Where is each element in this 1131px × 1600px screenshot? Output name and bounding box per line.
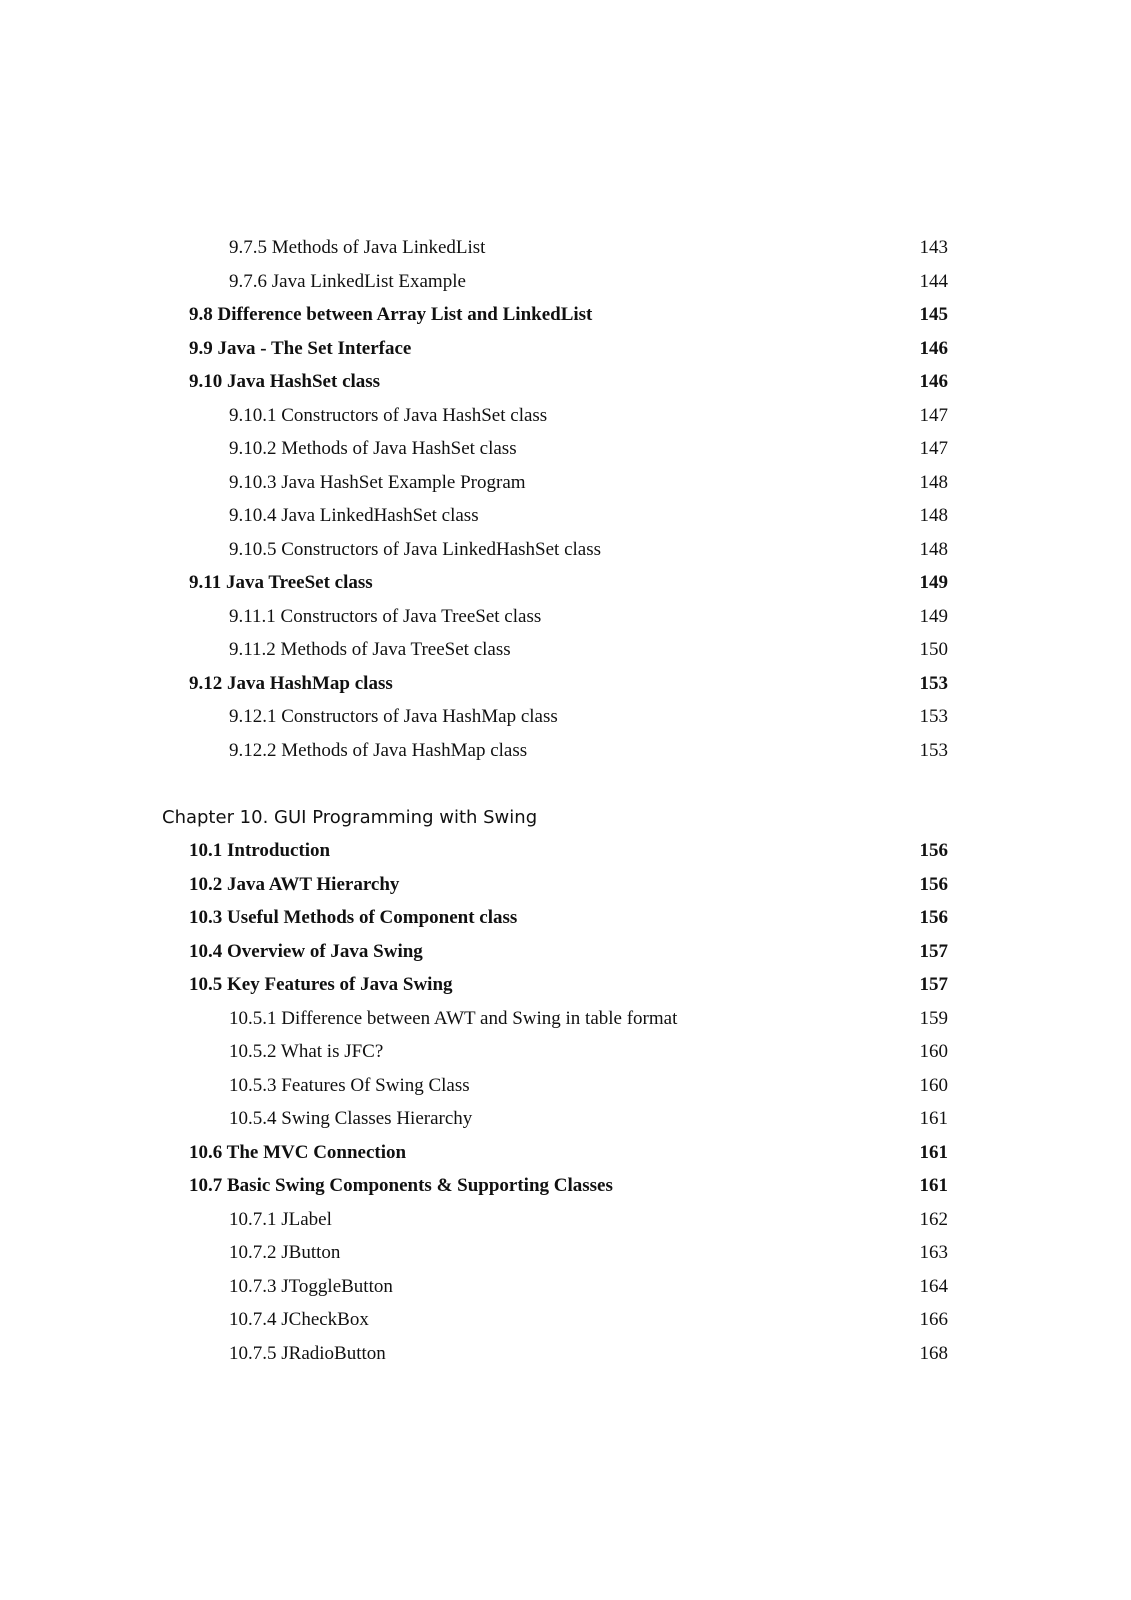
toc-entry-label: 10.5.3 Features Of Swing Class	[229, 1074, 470, 1096]
toc-subsection-entry	[0, 533, 1131, 567]
toc-page-number: 156	[919, 907, 948, 928]
toc-page-number: 163	[919, 1242, 948, 1263]
toc-entry-label: 10.6 The MVC Connection	[189, 1141, 407, 1163]
toc-section-entry	[0, 901, 1131, 935]
toc-entry-label: 10.7 Basic Swing Components & Supporting Classes	[189, 1175, 613, 1196]
toc-subsection-entry	[0, 399, 1131, 433]
toc-entry-label: 10.7.2 JButton	[229, 1242, 341, 1263]
toc-section-entry	[0, 968, 1131, 1002]
toc-page-number: 162	[919, 1208, 948, 1230]
toc-entry-label: 10.7.5 JRadioButton	[229, 1342, 386, 1364]
toc-entry-label: 10.7.3 JToggleButton	[229, 1275, 393, 1297]
toc-page-number: 143	[919, 237, 948, 258]
toc-entries-chapter-9	[0, 231, 1131, 767]
toc-page-number: 147	[919, 404, 948, 426]
toc-section-entry	[0, 1136, 1131, 1170]
toc-subsection-entry	[0, 1270, 1131, 1304]
toc-entry-label: 9.7.5 Methods of Java LinkedList	[229, 237, 486, 258]
toc-entry-label: 10.5.2 What is JFC?	[229, 1041, 384, 1062]
toc-page-number: 153	[919, 706, 948, 727]
toc-entry-label: 9.11.1 Constructors of Java TreeSet class	[229, 605, 542, 627]
toc-page-number: 149	[919, 572, 948, 593]
toc-subsection-entry	[0, 1069, 1131, 1103]
toc-page-number: 157	[919, 974, 948, 995]
toc-subsection-entry	[0, 1102, 1131, 1136]
toc-page-number: 157	[919, 940, 948, 962]
toc-section-entry	[0, 667, 1131, 701]
toc-page-number: 146	[919, 371, 948, 392]
toc-page-number: 160	[919, 1041, 948, 1062]
toc-entry-label: 9.12 Java HashMap class	[189, 672, 393, 694]
toc-page-number: 161	[919, 1108, 948, 1129]
toc-entry-label: 9.7.6 Java LinkedList Example	[229, 270, 466, 292]
toc-subsection-entry	[0, 1035, 1131, 1069]
toc-entry-label: 9.10.5 Constructors of Java LinkedHashSet class	[229, 538, 602, 560]
toc-entry-label: 10.2 Java AWT Hierarchy	[189, 873, 400, 895]
toc-page-number: 168	[919, 1342, 948, 1364]
toc-entry-label: 10.3 Useful Methods of Component class	[189, 907, 518, 928]
toc-page-number: 164	[919, 1275, 948, 1297]
toc-subsection-entry	[0, 734, 1131, 768]
toc-page-number: 153	[919, 672, 948, 694]
toc-subsection-entry	[0, 432, 1131, 466]
toc-section-entry	[0, 332, 1131, 366]
toc-page-number: 166	[919, 1309, 948, 1330]
toc-page-number: 159	[919, 1007, 948, 1029]
toc-page-number: 156	[919, 873, 948, 895]
toc-entries-chapter-10	[0, 834, 1131, 1370]
toc-entry-label: 10.1 Introduction	[189, 840, 331, 861]
toc-subsection-entry	[0, 700, 1131, 734]
toc-subsection-entry	[0, 466, 1131, 500]
toc-page-number: 148	[919, 538, 948, 560]
toc-page-number: 147	[919, 438, 948, 459]
toc-subsection-entry	[0, 1303, 1131, 1337]
toc-entry-label: 10.7.1 JLabel	[229, 1208, 332, 1230]
toc-subsection-entry	[0, 1002, 1131, 1036]
toc-section-entry	[0, 1169, 1131, 1203]
toc-section-entry	[0, 365, 1131, 399]
toc-entry-label: 9.10.1 Constructors of Java HashSet class	[229, 404, 548, 426]
toc-page-number: 146	[919, 337, 948, 359]
toc-page-number: 150	[919, 639, 948, 660]
toc-section-entry	[0, 935, 1131, 969]
toc-page-number: 156	[919, 840, 948, 861]
toc-subsection-entry	[0, 1337, 1131, 1371]
toc-entry-label: 9.10.2 Methods of Java HashSet class	[229, 438, 517, 459]
toc-page-number: 161	[919, 1175, 948, 1196]
toc-subsection-entry	[0, 600, 1131, 634]
toc-entry-label: 9.11 Java TreeSet class	[189, 572, 373, 593]
toc-page-number: 144	[919, 270, 948, 292]
toc-section-entry	[0, 834, 1131, 868]
toc-entry-label: 9.10.4 Java LinkedHashSet class	[229, 505, 479, 526]
toc-entry-label: 10.5.1 Difference between AWT and Swing in table format	[229, 1007, 678, 1029]
toc-entry-label: 9.8 Difference between Array List and LinkedList	[189, 304, 593, 325]
toc-page-number: 149	[919, 605, 948, 627]
toc-entry-label: 9.10.3 Java HashSet Example Program	[229, 471, 526, 493]
toc-subsection-entry	[0, 1236, 1131, 1270]
toc-section-entry	[0, 298, 1131, 332]
toc-subsection-entry	[0, 499, 1131, 533]
toc-subsection-entry	[0, 265, 1131, 299]
toc-entry-label: 10.5 Key Features of Java Swing	[189, 974, 453, 995]
toc-page-number: 148	[919, 505, 948, 526]
toc-entry-label: 10.4 Overview of Java Swing	[189, 940, 423, 962]
toc-section-entry	[0, 566, 1131, 600]
toc-page-number: 153	[919, 739, 948, 761]
toc-page-number: 161	[919, 1141, 948, 1163]
table-of-contents	[0, 231, 1131, 1370]
toc-entry-label: 9.12.2 Methods of Java HashMap class	[229, 739, 528, 761]
toc-subsection-entry	[0, 231, 1131, 265]
toc-subsection-entry	[0, 1203, 1131, 1237]
chapter-spacer	[0, 767, 1131, 801]
toc-entry-label: 9.10 Java HashSet class	[189, 371, 381, 392]
toc-page-number: 148	[919, 471, 948, 493]
toc-page-number: 160	[919, 1074, 948, 1096]
toc-entry-label: 10.5.4 Swing Classes Hierarchy	[229, 1108, 473, 1129]
toc-subsection-entry	[0, 633, 1131, 667]
toc-page-number: 145	[919, 304, 948, 325]
chapter-heading	[0, 801, 1131, 835]
toc-entry-label: 9.12.1 Constructors of Java HashMap class	[229, 706, 558, 727]
toc-section-entry	[0, 868, 1131, 902]
toc-entry-label: 10.7.4 JCheckBox	[229, 1309, 369, 1330]
toc-entry-label: 9.11.2 Methods of Java TreeSet class	[229, 639, 511, 660]
toc-entry-label: 9.9 Java - The Set Interface	[189, 337, 412, 359]
chapter-title: Chapter 10. GUI Programming with Swing	[162, 806, 538, 828]
